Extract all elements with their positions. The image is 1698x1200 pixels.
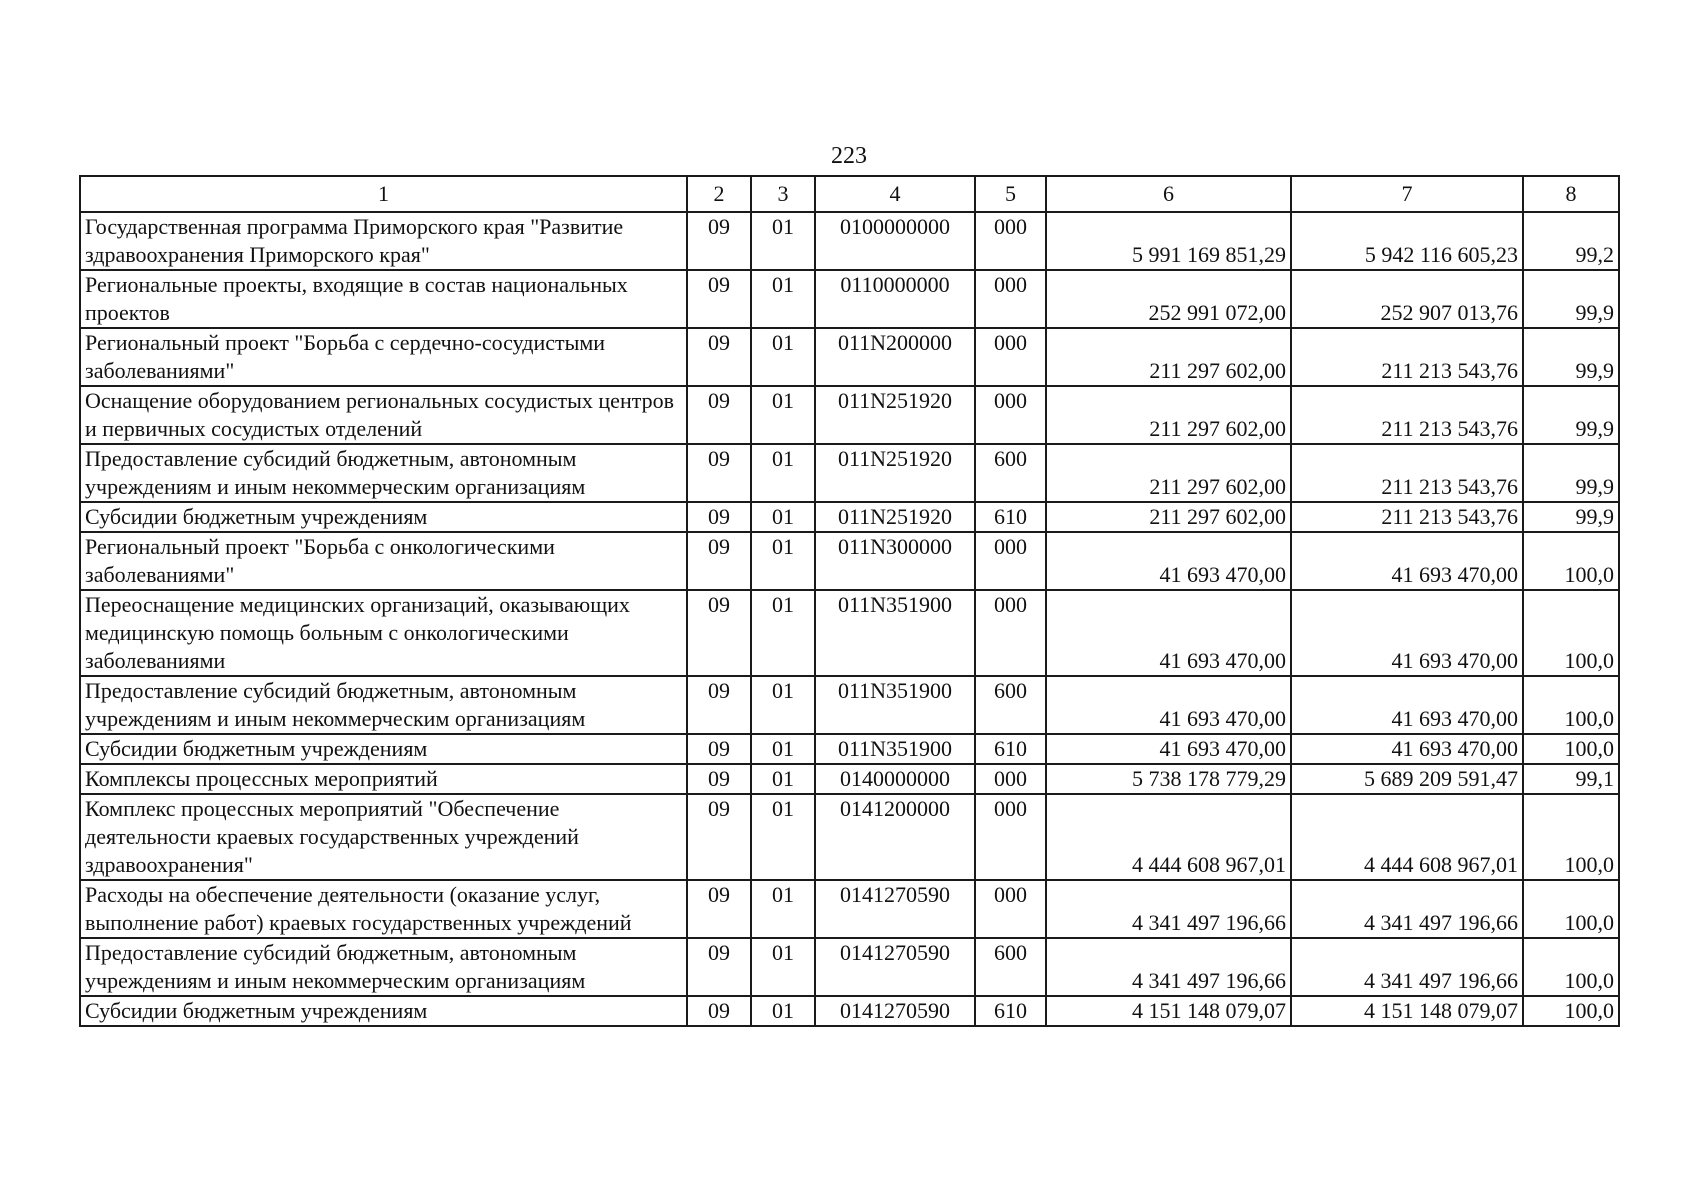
row-name-cell: Предоставление субсидий бюджетным, автономным учреждениям и иным некоммерческим организациям bbox=[80, 676, 687, 734]
row-name-cell: Комплексы процессных мероприятий bbox=[80, 764, 687, 794]
section-code-cell: 09 bbox=[687, 794, 751, 880]
subsection-code-cell: 01 bbox=[751, 328, 815, 386]
planned-amount-cell: 211 297 602,00 bbox=[1046, 328, 1291, 386]
executed-amount-cell: 211 213 543,76 bbox=[1291, 328, 1523, 386]
column-header: 4 bbox=[815, 176, 975, 212]
percent-cell: 99,9 bbox=[1523, 270, 1619, 328]
executed-amount-cell: 4 341 497 196,66 bbox=[1291, 880, 1523, 938]
expense-type-cell: 600 bbox=[975, 938, 1046, 996]
section-code-cell: 09 bbox=[687, 590, 751, 676]
target-article-cell: 011N300000 bbox=[815, 532, 975, 590]
column-header: 1 bbox=[80, 176, 687, 212]
expense-type-cell: 000 bbox=[975, 880, 1046, 938]
table-row bbox=[80, 734, 1619, 764]
subsection-code-cell: 01 bbox=[751, 270, 815, 328]
executed-amount-cell: 4 444 608 967,01 bbox=[1291, 794, 1523, 880]
target-article-cell: 0141270590 bbox=[815, 938, 975, 996]
row-name-cell: Оснащение оборудованием региональных сосудистых центров и первичных сосудистых отделений bbox=[80, 386, 687, 444]
subsection-code-cell: 01 bbox=[751, 794, 815, 880]
subsection-code-cell: 01 bbox=[751, 938, 815, 996]
section-code-cell: 09 bbox=[687, 212, 751, 270]
subsection-code-cell: 01 bbox=[751, 502, 815, 532]
target-article-cell: 0110000000 bbox=[815, 270, 975, 328]
percent-cell: 100,0 bbox=[1523, 996, 1619, 1026]
subsection-code-cell: 01 bbox=[751, 676, 815, 734]
column-header: 2 bbox=[687, 176, 751, 212]
column-header: 5 bbox=[975, 176, 1046, 212]
planned-amount-cell: 4 444 608 967,01 bbox=[1046, 794, 1291, 880]
row-name-cell: Предоставление субсидий бюджетным, автономным учреждениям и иным некоммерческим организациям bbox=[80, 938, 687, 996]
executed-amount-cell: 211 213 543,76 bbox=[1291, 502, 1523, 532]
executed-amount-cell: 41 693 470,00 bbox=[1291, 734, 1523, 764]
table-row bbox=[80, 328, 1619, 386]
expense-type-cell: 000 bbox=[975, 386, 1046, 444]
expense-type-cell: 000 bbox=[975, 794, 1046, 880]
row-name-cell: Предоставление субсидий бюджетным, автономным учреждениям и иным некоммерческим организациям bbox=[80, 444, 687, 502]
planned-amount-cell: 211 297 602,00 bbox=[1046, 502, 1291, 532]
target-article-cell: 0140000000 bbox=[815, 764, 975, 794]
planned-amount-cell: 4 341 497 196,66 bbox=[1046, 880, 1291, 938]
percent-cell: 99,1 bbox=[1523, 764, 1619, 794]
budget-table bbox=[79, 175, 1620, 1027]
planned-amount-cell: 41 693 470,00 bbox=[1046, 676, 1291, 734]
expense-type-cell: 000 bbox=[975, 212, 1046, 270]
target-article-cell: 011N351900 bbox=[815, 590, 975, 676]
planned-amount-cell: 4 341 497 196,66 bbox=[1046, 938, 1291, 996]
table-row bbox=[80, 270, 1619, 328]
percent-cell: 99,9 bbox=[1523, 444, 1619, 502]
subsection-code-cell: 01 bbox=[751, 880, 815, 938]
subsection-code-cell: 01 bbox=[751, 444, 815, 502]
expense-type-cell: 600 bbox=[975, 676, 1046, 734]
target-article-cell: 011N251920 bbox=[815, 502, 975, 532]
section-code-cell: 09 bbox=[687, 444, 751, 502]
table-row bbox=[80, 444, 1619, 502]
section-code-cell: 09 bbox=[687, 532, 751, 590]
table-row bbox=[80, 532, 1619, 590]
table-row bbox=[80, 676, 1619, 734]
subsection-code-cell: 01 bbox=[751, 996, 815, 1026]
column-header: 8 bbox=[1523, 176, 1619, 212]
section-code-cell: 09 bbox=[687, 996, 751, 1026]
planned-amount-cell: 41 693 470,00 bbox=[1046, 590, 1291, 676]
target-article-cell: 0141270590 bbox=[815, 880, 975, 938]
target-article-cell: 011N351900 bbox=[815, 734, 975, 764]
expense-type-cell: 600 bbox=[975, 444, 1046, 502]
planned-amount-cell: 211 297 602,00 bbox=[1046, 386, 1291, 444]
planned-amount-cell: 41 693 470,00 bbox=[1046, 532, 1291, 590]
row-name-cell: Комплекс процессных мероприятий "Обеспечение деятельности краевых государственных учреждений здравоохранения" bbox=[80, 794, 687, 880]
executed-amount-cell: 5 689 209 591,47 bbox=[1291, 764, 1523, 794]
executed-amount-cell: 4 341 497 196,66 bbox=[1291, 938, 1523, 996]
table-row bbox=[80, 212, 1619, 270]
column-header: 7 bbox=[1291, 176, 1523, 212]
planned-amount-cell: 5 991 169 851,29 bbox=[1046, 212, 1291, 270]
target-article-cell: 011N200000 bbox=[815, 328, 975, 386]
table-body bbox=[80, 176, 1619, 1026]
section-code-cell: 09 bbox=[687, 764, 751, 794]
percent-cell: 99,9 bbox=[1523, 328, 1619, 386]
percent-cell: 100,0 bbox=[1523, 532, 1619, 590]
subsection-code-cell: 01 bbox=[751, 532, 815, 590]
row-name-cell: Региональный проект "Борьба с онкологическими заболеваниями" bbox=[80, 532, 687, 590]
section-code-cell: 09 bbox=[687, 880, 751, 938]
table-row bbox=[80, 880, 1619, 938]
executed-amount-cell: 252 907 013,76 bbox=[1291, 270, 1523, 328]
expense-type-cell: 610 bbox=[975, 502, 1046, 532]
subsection-code-cell: 01 bbox=[751, 386, 815, 444]
percent-cell: 100,0 bbox=[1523, 590, 1619, 676]
target-article-cell: 0141200000 bbox=[815, 794, 975, 880]
planned-amount-cell: 211 297 602,00 bbox=[1046, 444, 1291, 502]
planned-amount-cell: 252 991 072,00 bbox=[1046, 270, 1291, 328]
table-row bbox=[80, 386, 1619, 444]
table-row bbox=[80, 764, 1619, 794]
row-name-cell: Субсидии бюджетным учреждениям bbox=[80, 502, 687, 532]
executed-amount-cell: 41 693 470,00 bbox=[1291, 676, 1523, 734]
target-article-cell: 011N351900 bbox=[815, 676, 975, 734]
table-row bbox=[80, 794, 1619, 880]
percent-cell: 99,2 bbox=[1523, 212, 1619, 270]
percent-cell: 99,9 bbox=[1523, 386, 1619, 444]
row-name-cell: Государственная программа Приморского края "Развитие здравоохранения Приморского края" bbox=[80, 212, 687, 270]
expense-type-cell: 000 bbox=[975, 590, 1046, 676]
subsection-code-cell: 01 bbox=[751, 590, 815, 676]
percent-cell: 100,0 bbox=[1523, 794, 1619, 880]
table-row bbox=[80, 938, 1619, 996]
expense-type-cell: 610 bbox=[975, 734, 1046, 764]
section-code-cell: 09 bbox=[687, 328, 751, 386]
expense-type-cell: 000 bbox=[975, 328, 1046, 386]
row-name-cell: Региональный проект "Борьба с сердечно-сосудистыми заболеваниями" bbox=[80, 328, 687, 386]
target-article-cell: 0141270590 bbox=[815, 996, 975, 1026]
executed-amount-cell: 211 213 543,76 bbox=[1291, 386, 1523, 444]
section-code-cell: 09 bbox=[687, 270, 751, 328]
page-number: 223 bbox=[831, 143, 867, 169]
section-code-cell: 09 bbox=[687, 676, 751, 734]
executed-amount-cell: 211 213 543,76 bbox=[1291, 444, 1523, 502]
subsection-code-cell: 01 bbox=[751, 734, 815, 764]
expense-type-cell: 000 bbox=[975, 270, 1046, 328]
target-article-cell: 0100000000 bbox=[815, 212, 975, 270]
subsection-code-cell: 01 bbox=[751, 764, 815, 794]
row-name-cell: Субсидии бюджетным учреждениям bbox=[80, 996, 687, 1026]
target-article-cell: 011N251920 bbox=[815, 444, 975, 502]
planned-amount-cell: 41 693 470,00 bbox=[1046, 734, 1291, 764]
table-row bbox=[80, 996, 1619, 1026]
section-code-cell: 09 bbox=[687, 502, 751, 532]
row-name-cell: Переоснащение медицинских организаций, оказывающих медицинскую помощь больным с онкологическими заболеваниями bbox=[80, 590, 687, 676]
percent-cell: 100,0 bbox=[1523, 880, 1619, 938]
header-row bbox=[80, 176, 1619, 212]
target-article-cell: 011N251920 bbox=[815, 386, 975, 444]
row-name-cell: Расходы на обеспечение деятельности (оказание услуг, выполнение работ) краевых государственных учреждений bbox=[80, 880, 687, 938]
section-code-cell: 09 bbox=[687, 734, 751, 764]
row-name-cell: Региональные проекты, входящие в состав национальных проектов bbox=[80, 270, 687, 328]
row-name-cell: Субсидии бюджетным учреждениям bbox=[80, 734, 687, 764]
section-code-cell: 09 bbox=[687, 386, 751, 444]
column-header: 3 bbox=[751, 176, 815, 212]
planned-amount-cell: 5 738 178 779,29 bbox=[1046, 764, 1291, 794]
section-code-cell: 09 bbox=[687, 938, 751, 996]
table-row bbox=[80, 590, 1619, 676]
table-row bbox=[80, 502, 1619, 532]
percent-cell: 100,0 bbox=[1523, 938, 1619, 996]
percent-cell: 100,0 bbox=[1523, 734, 1619, 764]
expense-type-cell: 000 bbox=[975, 532, 1046, 590]
executed-amount-cell: 41 693 470,00 bbox=[1291, 532, 1523, 590]
expense-type-cell: 610 bbox=[975, 996, 1046, 1026]
executed-amount-cell: 4 151 148 079,07 bbox=[1291, 996, 1523, 1026]
subsection-code-cell: 01 bbox=[751, 212, 815, 270]
column-header: 6 bbox=[1046, 176, 1291, 212]
planned-amount-cell: 4 151 148 079,07 bbox=[1046, 996, 1291, 1026]
percent-cell: 99,9 bbox=[1523, 502, 1619, 532]
executed-amount-cell: 41 693 470,00 bbox=[1291, 590, 1523, 676]
executed-amount-cell: 5 942 116 605,23 bbox=[1291, 212, 1523, 270]
expense-type-cell: 000 bbox=[975, 764, 1046, 794]
percent-cell: 100,0 bbox=[1523, 676, 1619, 734]
